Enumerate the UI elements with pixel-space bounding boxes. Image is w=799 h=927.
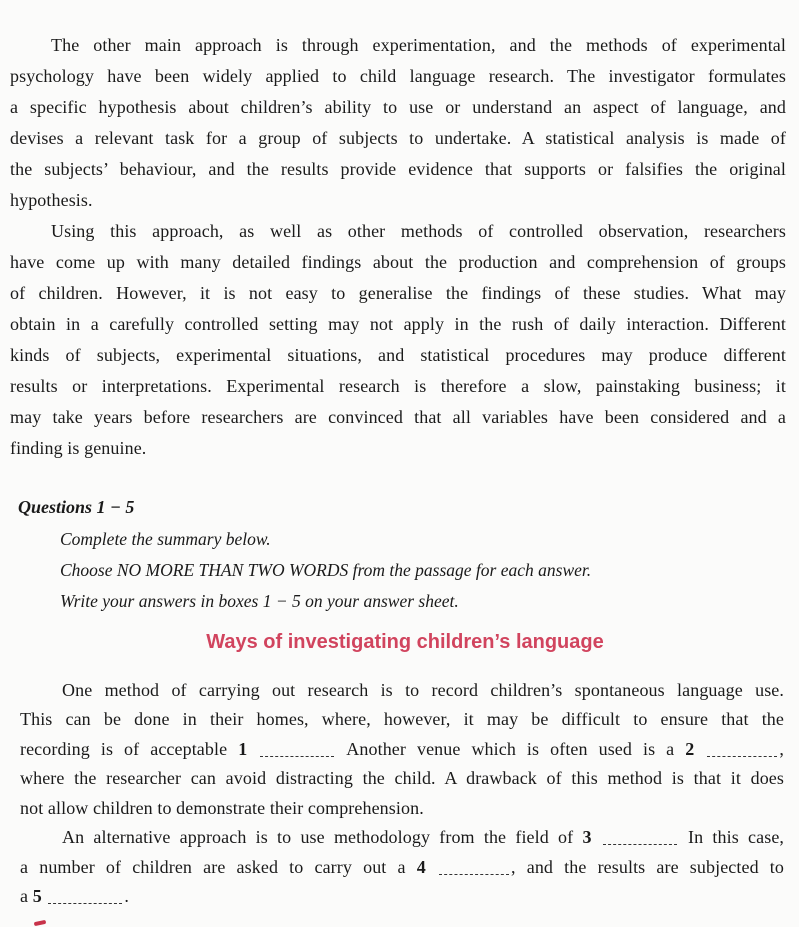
- red-pen-mark: [34, 920, 47, 926]
- gap-number-3: 3: [582, 827, 592, 847]
- passage-line: hypothesis.: [10, 190, 93, 210]
- passage-line: Using this approach, as well as other methods of controlled observation, researchers: [51, 221, 786, 241]
- gap-number-5: 5: [32, 886, 42, 906]
- summary-text-fragment: a number of children are asked to carry out a: [20, 857, 406, 877]
- passage-line: of children. However, it is not easy to generalise the findings of these studies. What may: [10, 283, 786, 303]
- answer-gap-5[interactable]: [48, 889, 122, 904]
- summary-line: where the researcher can avoid distracting the child. A drawback of this method is that it does: [20, 768, 784, 788]
- summary-line: [62, 826, 784, 848]
- questions-title: Questions 1 − 5: [18, 497, 135, 517]
- answer-gap-4[interactable]: [439, 860, 509, 875]
- instruction-complete: Complete the summary below.: [60, 529, 271, 549]
- summary-text-fragment: In this case,: [688, 827, 785, 847]
- summary-line: [20, 885, 784, 907]
- passage-line: a specific hypothesis about children’s ability to use or understand an aspect of language, and: [10, 97, 786, 117]
- summary-line: One method of carrying out research is to record children’s spontaneous language use.: [62, 680, 784, 700]
- summary-text-fragment: , and the results are subjected to: [511, 857, 785, 877]
- passage-line: the subjects’ behaviour, and the results provide evidence that supports or falsifies the original: [10, 159, 786, 179]
- summary-heading: Ways of investigating children’s language: [206, 631, 604, 653]
- summary-line: [20, 738, 784, 760]
- passage-line: obtain in a carefully controlled setting may not apply in the rush of daily interaction. Different: [10, 314, 786, 334]
- summary-line: not allow children to demonstrate their comprehension.: [20, 798, 424, 818]
- gap-number-1: 1: [238, 739, 248, 759]
- passage-line: have come up with many detailed findings about the production and comprehension of groups: [10, 252, 786, 272]
- answer-gap-3[interactable]: [603, 830, 677, 845]
- summary-text-fragment: a: [20, 886, 29, 906]
- passage-line: results or interpretations. Experimental research is therefore a slow, painstaking business; it: [10, 376, 786, 396]
- summary-text-fragment: An alternative approach is to use methodology from the field of: [62, 827, 574, 847]
- period: .: [124, 886, 130, 906]
- passage-line: psychology have been widely applied to child language research. The investigator formulates: [10, 66, 786, 86]
- passage-line: The other main approach is through experimentation, and the methods of experimental: [51, 35, 786, 55]
- answer-gap-1[interactable]: [260, 742, 334, 757]
- passage-line: kinds of subjects, experimental situations, and statistical procedures may produce different: [10, 345, 786, 365]
- instruction-answer-sheet: Write your answers in boxes 1 − 5 on your answer sheet.: [60, 591, 459, 611]
- answer-gap-2[interactable]: [707, 742, 777, 757]
- gap-number-2: 2: [685, 739, 695, 759]
- passage-line: devises a relevant task for a group of subjects to undertake. A statistical analysis is made of: [10, 128, 786, 148]
- passage-line: may take years before researchers are convinced that all variables have been considered and a: [10, 407, 786, 427]
- summary-text-fragment: recording is of acceptable: [20, 739, 228, 759]
- summary-text-fragment: Another venue which is often used is a: [346, 739, 675, 759]
- gap-number-4: 4: [416, 857, 426, 877]
- summary-line: [20, 856, 784, 878]
- summary-line: This can be done in their homes, where, however, it may be difficult to ensure that the: [20, 709, 784, 729]
- passage-line: finding is genuine.: [10, 438, 147, 458]
- comma: ,: [779, 739, 784, 759]
- instruction-word-limit: Choose NO MORE THAN TWO WORDS from the passage for each answer.: [60, 560, 592, 580]
